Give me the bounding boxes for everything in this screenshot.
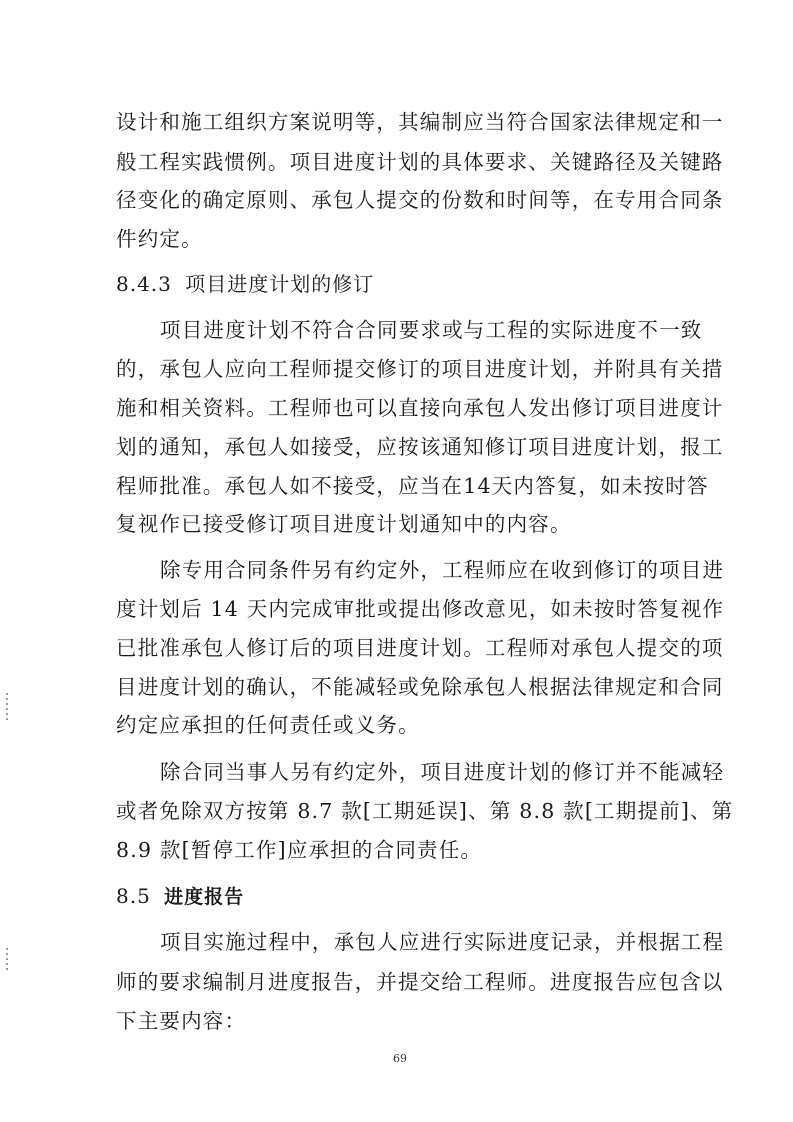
paragraph-843-1-line-6: 复视作已接受修订项目进度计划通知中的内容。 xyxy=(116,512,572,536)
paragraph-843-2-line-2: 度计划后 14 天内完成审批或提出修改意见，如未按时答复视作 xyxy=(116,597,725,621)
paragraph-843-3-line-1: 除合同当事人另有约定外，项目进度计划的修订并不能减轻 xyxy=(160,760,725,784)
section-number: 8.4.3 xyxy=(116,272,172,296)
paragraph-843-2-line-1: 除专用合同条件另有约定外，工程师应在收到修订的项目进 xyxy=(160,558,725,582)
paragraph-843-3-line-3: 8.9 款[暂停工作]应承担的合同责任。 xyxy=(116,838,483,862)
paragraph-843-1-line-5: 程师批准。承包人如不接受，应当在14天内答复，如未按时答 xyxy=(116,474,709,498)
section-number: 8.5 xyxy=(116,884,151,908)
paragraph-843-1-line-2: 的，承包人应向工程师提交修订的项目进度计划，并附具有关措 xyxy=(116,357,724,381)
paragraph-843-2-line-3: 已批准承包人修订后的项目进度计划。工程师对承包人提交的项 xyxy=(116,636,724,660)
paragraph-intro-line-3: 径变化的确定原则、承包人提交的份数和时间等，在专用合同条 xyxy=(116,188,724,212)
section-heading-8-5 xyxy=(116,881,688,911)
paragraph-843-2-line-4: 目进度计划的确认，不能减轻或免除承包人根据法律规定和合同 xyxy=(116,675,724,699)
paragraph-intro-line-1: 设计和施工组织方案说明等，其编制应当符合国家法律规定和一 xyxy=(116,110,724,134)
paragraph-843-2-line-5: 约定应承担的任何责任或义务。 xyxy=(116,713,420,737)
paragraph-intro-line-4: 件约定。 xyxy=(116,227,203,251)
scan-artifact xyxy=(2,945,14,970)
paragraph-85-1-line-2: 师的要求编制月进度报告，并提交给工程师。进度报告应包含以 xyxy=(116,970,724,994)
scan-artifact xyxy=(2,690,14,720)
page-number: 69 xyxy=(393,1052,407,1065)
paragraph-intro-line-2: 般工程实践惯例。项目进度计划的具体要求、关键路径及关键路 xyxy=(116,150,724,174)
paragraph-843-1-line-4: 划的通知，承包人如接受，应按该通知修订项目进度计划，报工 xyxy=(116,435,724,459)
section-heading-8-4-3 xyxy=(116,269,688,299)
section-title: 进度报告 xyxy=(164,886,245,908)
section-title: 项目进度计划的修订 xyxy=(185,272,375,296)
paragraph-85-1-line-1: 项目实施过程中，承包人应进行实际进度记录，并根据工程 xyxy=(160,930,725,954)
paragraph-843-3-line-2: 或者免除双方按第 8.7 款[工期延误]、第 8.8 款[工期提前]、第 xyxy=(116,799,734,823)
paragraph-843-1-line-3: 施和相关资料。工程师也可以直接向承包人发出修订项目进度计 xyxy=(116,396,724,420)
paragraph-85-1-line-3: 下主要内容： xyxy=(116,1009,247,1033)
paragraph-843-1-line-1: 项目进度计划不符合合同要求或与工程的实际进度不一致 xyxy=(160,318,703,342)
